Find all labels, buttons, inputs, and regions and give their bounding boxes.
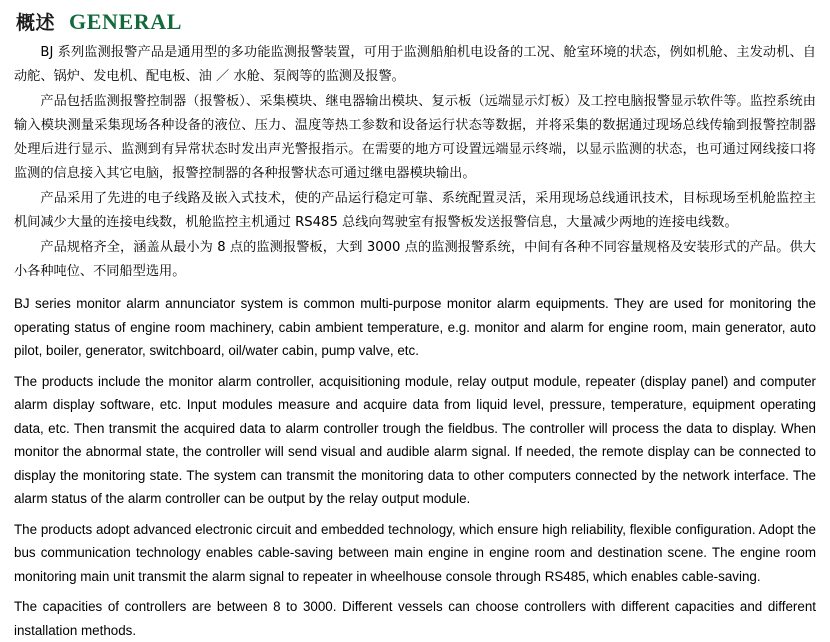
english-paragraph: BJ series monitor alarm annunciator system is common multi-purpose monitor alarm equipments. They are used for monitoring the operating status of engine room machinery, cabin ambient temperature, e.g. monitor and alarm for engine room, main generator, auto pilot, boiler, generator, switchboard, oil/water cabin, pump valve, etc. [14,296,816,358]
chinese-paragraph: 产品包括监测报警控制器（报警板）、采集模块、继电器输出模块、复示板（远端显示灯板）及工控电脑报警显示软件等。监控系统由输入模块测量采集现场各种设备的液位、压力、温度等热工参数和设备运行状态等数据，并将采集的数据通过现场总线传输到报警控制器处理后进行显示、监测到有异常状态时发出声光警报指示。在需要的地方可设置远端显示终端，以显示监测的状态，也可通过网线接口将监测的信息接入其它电脑，报警控制器的各种报警状态可通过继电器模块输出。 [14,94,816,181]
chinese-paragraph: BJ 系列监测报警产品是通用型的多功能监测报警装置，可用于监测船舶机电设备的工况、舱室环境的状态，例如机舱、主发动机、自动舵、锅炉、发电机、配电板、油 ／ 水舱、泵阀等的监测及报警。 [14,45,816,84]
page-title-chinese: 概述 [16,12,56,34]
chinese-paragraph: 产品规格齐全，涵盖从最小为 8 点的监测报警板，大到 3000 点的监测报警系统，中间有各种不同容量规格及安装形式的产品。供大小各种吨位、不同船型选用。 [14,240,816,279]
english-paragraph: The products include the monitor alarm controller, acquisitioning module, relay output module, repeater (display panel) and computer alarm display software, etc. Input modules measure and acquire data from liquid level, pressure, temperature, equipment operating data, etc. Then transmit the acquired data to alarm controller trough the fieldbus. The controller will process the data to display. When monitor the abnormal state, the controller will send visual and audible alarm signal. If needed, the remote display can be connected to display the monitoring state. The system can transmit the monitoring data to other computers connected by the network interface. The alarm status of the alarm controller can be output by the relay output module. [14,373,816,506]
english-body [14,292,816,642]
chinese-paragraph: 产品采用了先进的电子线路及嵌入式技术，使的产品运行稳定可靠、系统配置灵活，采用现场总线通讯技术，目标现场至机舱监控主机间减少大量的连接电线数，机舱监控主机通过 RS485 总线向驾驶室有报警板发送报警信息，大量减少两地的连接电线数。 [14,191,816,230]
chinese-body [14,41,816,284]
english-paragraph: The products adopt advanced electronic circuit and embedded technology, which ensure high reliability, flexible configuration. Adopt the bus communication technology enables cable-saving between main engine in engine room and destination scene. The engine room monitoring main unit transmit the alarm signal to repeater in wheelhouse console through RS485, which enables cable-saving. [14,521,816,584]
page-title [16,8,816,35]
english-paragraph: The capacities of controllers are between 8 to 3000. Different vessels can choose controllers with different capacities and different installation methods. [14,599,816,638]
page-title-english: GENERAL [69,9,183,34]
